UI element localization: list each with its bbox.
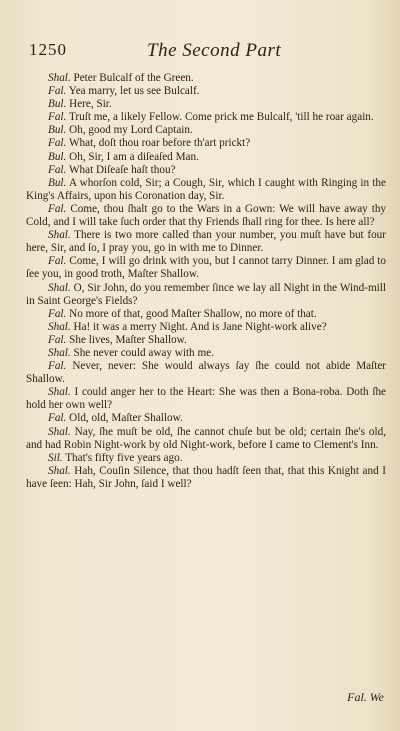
speech-text: No more of that, good Maſter Shallow, no more of that.: [69, 307, 317, 320]
speaker-name: Bul.: [48, 150, 67, 163]
speech-text: Old, old, Maſter Shallow.: [69, 412, 183, 425]
speech-text: She lives, Maſter Shallow.: [69, 333, 187, 346]
speaker-name: Fal.: [48, 137, 67, 150]
speech-line: [26, 164, 386, 177]
speech-line: [26, 72, 386, 85]
speech-text: Come, thou ſhalt go to the Wars in a Gown: We will have away thy Cold, and I will take ſuch order that thy Friends ſhall ring for thee. Is here all?: [26, 202, 387, 229]
speech-line: [26, 124, 386, 137]
speaker-name: Fal.: [48, 412, 67, 425]
speaker-name: Shal.: [48, 464, 71, 477]
speech-line: [26, 177, 386, 203]
speech-text: Oh, Sir, I am a diſeaſed Man.: [69, 150, 199, 163]
speech-line: [26, 85, 386, 98]
speaker-name: Shal.: [48, 281, 71, 294]
speaker-name: Shal.: [48, 386, 71, 399]
speech-line: [26, 465, 386, 491]
speech-text: Oh, good my Lord Captain.: [69, 124, 193, 137]
speech-line: [26, 426, 386, 452]
speech-text: Hah, Couſin Silence, that thou hadſt ſeen that, that this Knight and I have ſeen: Hah, Sir John, ſaid I well?: [26, 464, 387, 490]
speaker-name: Fal.: [48, 163, 67, 176]
speech-line: [26, 151, 386, 164]
speaker-name: Fal.: [48, 307, 67, 320]
speech-text: Yea marry, let us see Bulcalf.: [68, 85, 200, 98]
speech-text: Come, I will go drink with you, but I cannot tarry Dinner. I am glad to ſee you, in good troth, Maſter Shallow.: [26, 255, 387, 281]
speech-line: [26, 334, 386, 347]
speech-line: [26, 255, 386, 281]
speaker-name: Fal.: [48, 85, 67, 98]
speech-line: [26, 137, 386, 150]
speaker-name: Fal.: [48, 202, 67, 215]
page-number: 1250: [29, 40, 67, 59]
speech-text: Never, never: She would always ſay ſhe could not abide Maſter Shallow.: [26, 360, 387, 386]
speech-text: Ha! it was a merry Night. And is Jane Night-work alive?: [73, 320, 327, 333]
speech-line: [26, 347, 386, 360]
speech-line: [26, 229, 386, 255]
speaker-name: Shal.: [48, 72, 71, 84]
speech-line: [26, 98, 386, 111]
speech-text: What Diſeaſe haſt thou?: [68, 163, 176, 176]
speech-text: Truſt me, a likely Fellow. Come prick me Bulcalf, 'till he roar again.: [68, 111, 374, 124]
speech-text: Peter Bulcalf of the Green.: [73, 72, 194, 84]
speech-text: What, doſt thou roar before th'art prickt?: [68, 137, 251, 150]
speech-line: [26, 321, 386, 334]
speech-line: [26, 111, 386, 124]
speaker-name: Shal.: [48, 346, 71, 359]
speech-text: Nay, ſhe muſt be old, ſhe cannot chuſe but be old; certain ſhe's old, and had Robin Night-work by old Night-work, before I came to Clement's Inn.: [26, 425, 387, 451]
speech-text: She never could away with me.: [73, 346, 214, 359]
page-header: [29, 40, 386, 64]
speaker-name: Shal.: [48, 425, 71, 438]
speaker-name: Fal.: [48, 255, 67, 268]
speaker-name: Fal.: [48, 333, 67, 346]
speaker-name: Bul.: [48, 98, 67, 111]
speech-text: I could anger her to the Heart: She was then a Bona-roba. Doth ſhe hold her own well?: [26, 386, 387, 412]
speech-line: [26, 452, 386, 465]
speech-text: There is two more called than your number, you muſt have but four here, Sir, and ſo, I pray you, go in with me to Dinner.: [26, 229, 386, 255]
speech-text: A whorſon cold, Sir; a Cough, Sir, which I caught with Ringing in the King's Affairs, upon his Coronation day, Sir.: [26, 176, 386, 202]
speech-text: Here, Sir.: [69, 98, 112, 111]
speech-line: [26, 308, 386, 321]
speech-line: [26, 203, 386, 229]
running-title: The Second Part: [147, 40, 282, 61]
play-text: [26, 72, 386, 491]
speaker-name: Fal.: [48, 360, 67, 373]
speaker-name: Bul.: [48, 124, 67, 137]
speaker-name: Fal.: [48, 111, 67, 124]
speech-line: [26, 360, 386, 386]
speaker-name: Shal.: [48, 320, 71, 333]
speaker-name: Shal.: [48, 229, 71, 242]
speech-text: That's fifty five years ago.: [65, 451, 183, 464]
speech-line: [26, 282, 386, 308]
speech-line: [26, 386, 386, 412]
speech-text: O, Sir John, do you remember ſince we lay all Night in the Wind-mill in Saint George's Fields?: [26, 281, 386, 307]
speaker-name: Bul.: [48, 176, 67, 189]
catchword: Fal. We: [347, 690, 384, 704]
speech-line: [26, 412, 386, 425]
speaker-name: Sil.: [48, 451, 63, 464]
